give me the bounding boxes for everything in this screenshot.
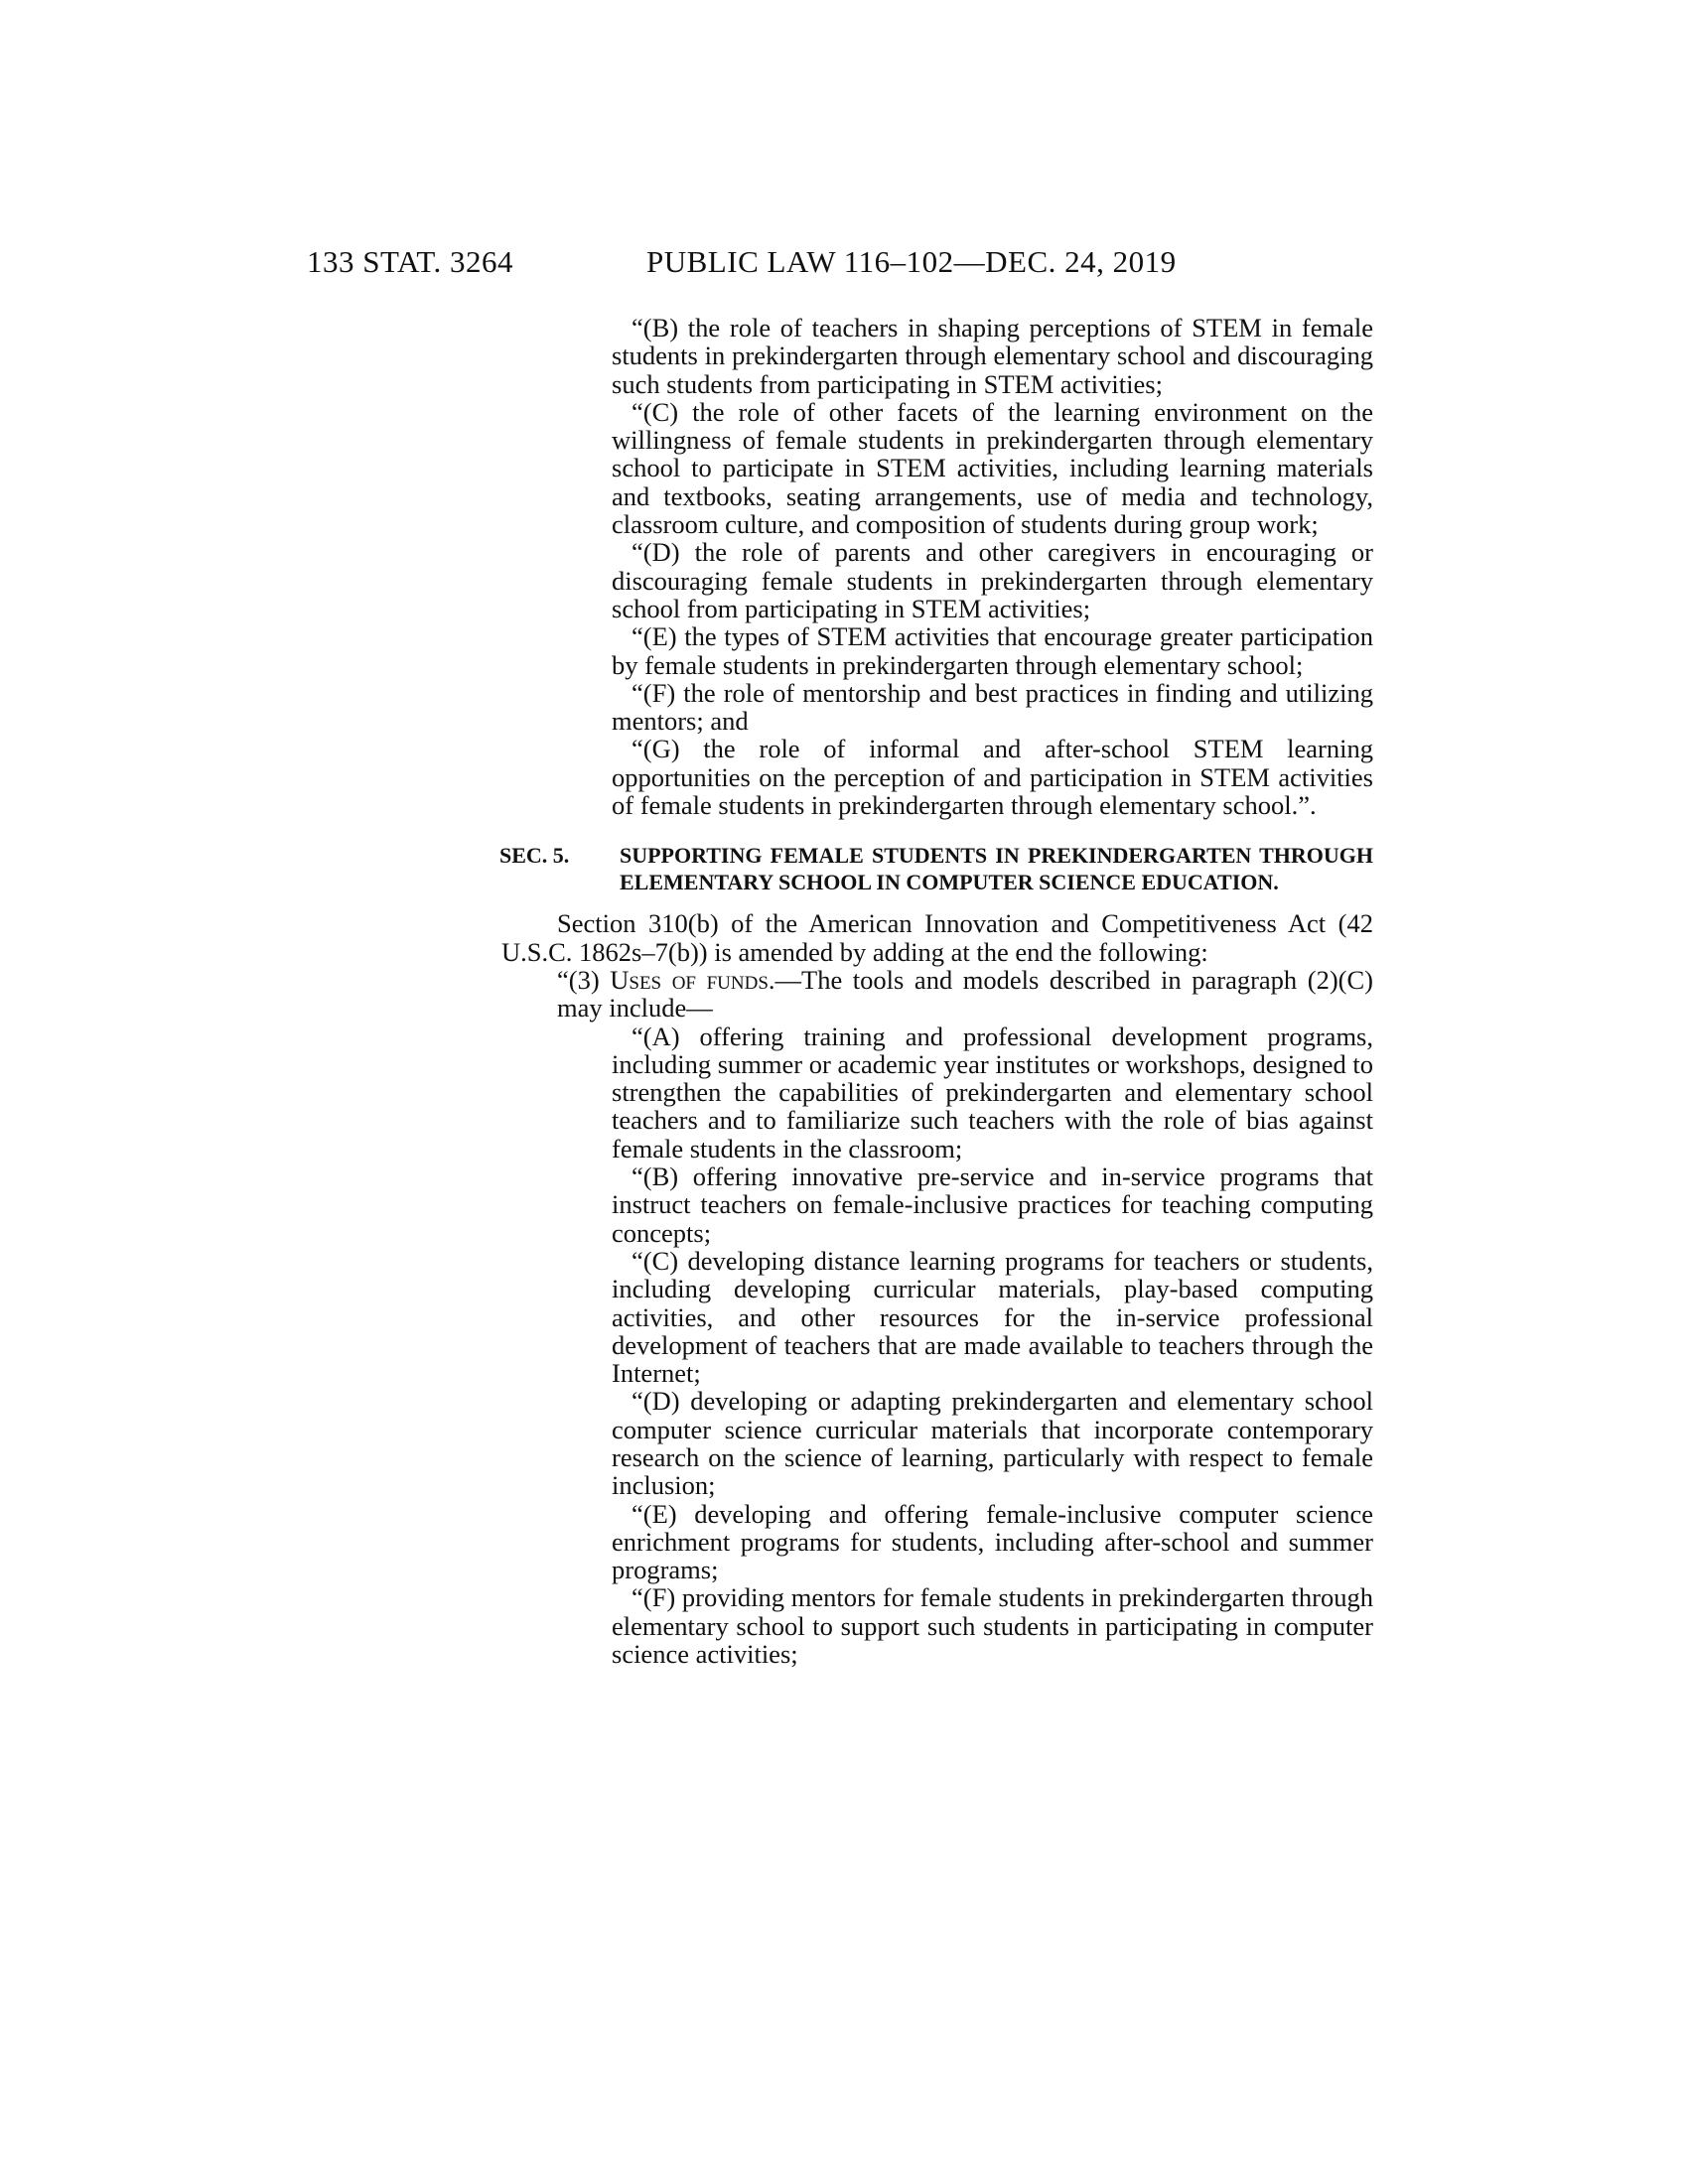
funds-subparagraph-e: “(E) developing and offering female-inclusive computer science enrichment programs for students, including after-school and summer programs; [612, 1498, 1373, 1585]
paragraph-3-uses-of-funds [501, 966, 1373, 1023]
section-title: SUPPORTING FEMALE STUDENTS IN PREKINDERGARTEN THROUGH ELEMENTARY SCHOOL IN COMPUTER SCIENCE EDUCATION. [620, 843, 1373, 895]
section-number: SEC. 5. [499, 843, 570, 869]
funds-subparagraph-d: “(D) developing or adapting prekindergarten and elementary school computer science curricular materials that incorporate contemporary research on the science of learning, particularly with respect to female inclusion; [612, 1386, 1373, 1501]
subparagraph-f: “(F) the role of mentorship and best practices in finding and utilizing mentors; and [612, 677, 1373, 737]
subparagraph-b: “(B) the role of teachers in shaping perceptions of STEM in female students in prekindergarten through elementary school and discouraging such students from participating in STEM activities; [612, 313, 1373, 399]
document-body [501, 314, 1373, 1668]
amendment-intro: Section 310(b) of the American Innovation and Competitiveness Act (42 U.S.C. 1862s–7(b)) is amended by adding at the end the following: [501, 908, 1373, 967]
funds-subparagraph-a: “(A) offering training and professional development programs, including summer or academic year institutes or workshops, designed to strengthen the capabilities of prekindergarten and elementary school teachers and to familiarize such teachers with the role of bias against female students in the classroom; [612, 1021, 1373, 1163]
paragraph-3-prefix: “(3) [557, 964, 611, 995]
running-title: PUBLIC LAW 116–102—DEC. 24, 2019 [646, 244, 1177, 279]
paragraph-3-text: —The tools and models described in paragraph (2)(C) may include— [557, 964, 1373, 1024]
funds-subparagraph-c: “(C) developing distance learning programs for teachers or students, including developing curricular materials, play-based computing activities, and other resources for the in-service professional development of teachers that are made available to teachers through the Internet; [612, 1245, 1373, 1389]
paragraph-3-heading: Uses of funds. [610, 964, 775, 995]
subparagraph-c: “(C) the role of other facets of the learning environment on the willingness of female students in prekindergarten through elementary school to participate in STEM activities, including learning materials and textbooks, seating arrangements, use of media and technology, classroom culture, and composition of students during group work; [612, 396, 1373, 540]
section-heading [499, 842, 1373, 895]
funds-subparagraph-b: “(B) offering innovative pre-service and in-service programs that instruct teachers on female-inclusive practices for teaching computing concepts; [612, 1161, 1373, 1248]
stat-reference: 133 STAT. 3264 [307, 244, 514, 279]
funds-subparagraph-f: “(F) providing mentors for female students in prekindergarten through elementary school to support such students in participating in computer science activities; [612, 1582, 1373, 1670]
subparagraph-e: “(E) the types of STEM activities that encourage greater participation by female students in prekindergarten through elementary school; [612, 621, 1373, 680]
page-header [0, 244, 1688, 284]
subparagraph-d: “(D) the role of parents and other caregivers in encouraging or discouraging female students in prekindergarten through elementary school from participating in STEM activities; [612, 537, 1373, 623]
subparagraph-g: “(G) the role of informal and after-school STEM learning opportunities on the perception of and participation in STEM activities of female students in prekindergarten through elementary school.”. [612, 734, 1373, 821]
